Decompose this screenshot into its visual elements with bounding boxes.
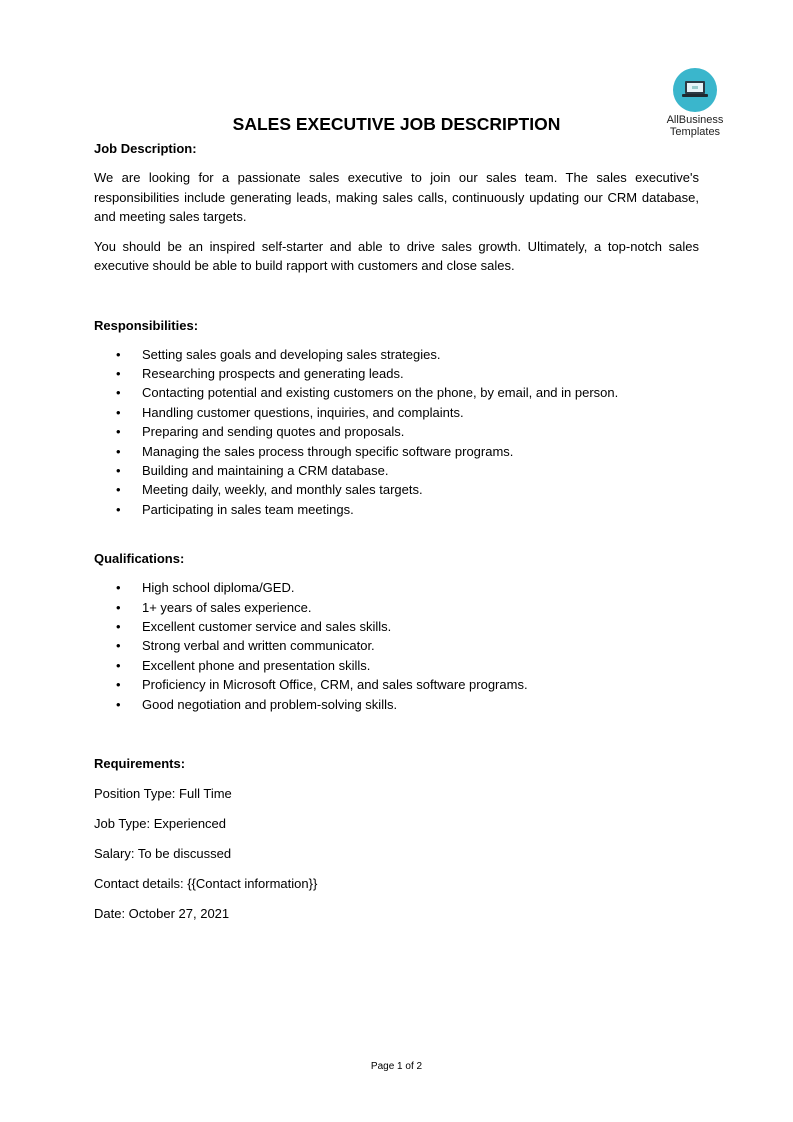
bullet-icon: • <box>116 385 121 401</box>
bullet-icon: • <box>116 580 121 596</box>
list-item: • Proficiency in Microsoft Office, CRM, and sales software programs. <box>94 675 699 694</box>
logo-text-line1: AllBusiness <box>666 114 724 126</box>
document-title: SALES EXECUTIVE JOB DESCRIPTION <box>232 114 561 134</box>
bullet-icon: • <box>116 501 121 517</box>
list-item: • High school diploma/GED. <box>94 578 699 597</box>
list-item: • Meeting daily, weekly, and monthly sales targets. <box>94 480 699 499</box>
requirements-heading: Requirements: <box>94 756 186 771</box>
qualifications-list <box>94 578 699 714</box>
bullet-icon: • <box>116 365 121 381</box>
list-item: • Handling customer questions, inquiries, and complaints. <box>94 403 699 422</box>
list-item: • Researching prospects and generating leads. <box>94 364 699 383</box>
document-body <box>94 139 699 923</box>
job-description-heading: Job Description: <box>94 141 197 156</box>
laptop-icon <box>673 68 717 112</box>
bullet-icon: • <box>116 599 121 615</box>
bullet-icon: • <box>116 346 121 362</box>
bullet-icon: • <box>116 404 121 420</box>
bullet-icon: • <box>116 443 121 459</box>
list-item: • Preparing and sending quotes and proposals. <box>94 422 699 441</box>
position-type: Position Type: Full Time <box>94 786 232 801</box>
bullet-icon: • <box>116 424 121 440</box>
job-description-paragraph: We are looking for a passionate sales executive to join our sales team. The sales executive's responsibilities include generating leads, making sales calls, continuously updating our CRM database, and meeting sales targets. <box>94 170 699 224</box>
list-item: • Contacting potential and existing customers on the phone, by email, and in person. <box>94 383 699 402</box>
job-type: Job Type: Experienced <box>94 816 227 831</box>
list-item: • Building and maintaining a CRM database. <box>94 461 699 480</box>
responsibilities-list <box>94 345 699 520</box>
bullet-icon: • <box>116 618 121 634</box>
contact-details: Contact details: {{Contact information}} <box>94 876 318 891</box>
list-item: • Strong verbal and written communicator. <box>94 636 699 655</box>
list-item: • Setting sales goals and developing sales strategies. <box>94 345 699 364</box>
responsibilities-heading: Responsibilities: <box>94 317 199 333</box>
list-item: • 1+ years of sales experience. <box>94 598 699 617</box>
list-item: • Excellent customer service and sales skills. <box>94 617 699 636</box>
qualifications-heading: Qualifications: <box>94 551 185 567</box>
bullet-icon: • <box>116 657 121 673</box>
bullet-icon: • <box>116 677 121 693</box>
salary: Salary: To be discussed <box>94 846 232 861</box>
date: Date: October 27, 2021 <box>94 906 230 921</box>
bullet-icon: • <box>116 462 121 478</box>
logo-text-line2: Templates <box>669 126 721 138</box>
list-item: • Managing the sales process through specific software programs. <box>94 442 699 461</box>
job-description-paragraph: You should be an inspired self-starter and able to drive sales growth. Ultimately, a top-notch sales executive should be able to build rapport with customers and close sales. <box>94 238 699 273</box>
list-item: • Excellent phone and presentation skills. <box>94 656 699 675</box>
list-item: • Participating in sales team meetings. <box>94 500 699 519</box>
bullet-icon: • <box>116 696 121 712</box>
page-number: Page 1 of 2 <box>370 1061 423 1072</box>
list-item: • Good negotiation and problem-solving skills. <box>94 695 699 714</box>
bullet-icon: • <box>116 482 121 498</box>
bullet-icon: • <box>116 638 121 654</box>
